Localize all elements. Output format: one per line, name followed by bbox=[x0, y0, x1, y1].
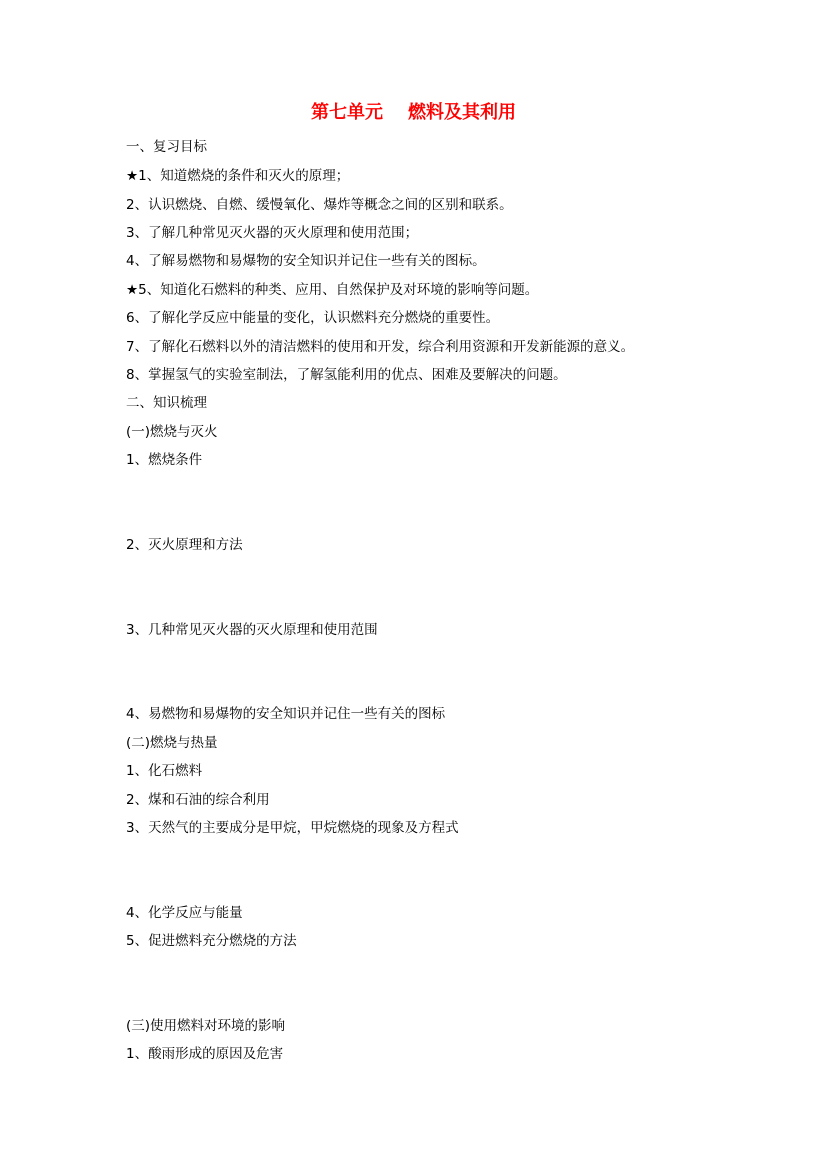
topic-item: 4、化学反应与能量 bbox=[126, 905, 243, 921]
topic-item: 1、燃烧条件 bbox=[126, 452, 203, 468]
topic-item: 3、几种常见灭火器的灭火原理和使用范围 bbox=[126, 622, 378, 638]
topic-item: 2、灭火原理和方法 bbox=[126, 537, 243, 553]
section-heading-review-goals: 一、复习目标 bbox=[126, 139, 207, 155]
section-heading-knowledge: 二、知识梳理 bbox=[126, 395, 207, 411]
subsection-heading-1: (一)燃烧与灭火 bbox=[126, 424, 218, 440]
document-title: 第七单元 燃料及其利用 bbox=[310, 102, 517, 123]
goal-item-1: ★1、知道燃烧的条件和灭火的原理； bbox=[126, 168, 350, 184]
topic-item: 1、化石燃料 bbox=[126, 763, 203, 779]
topic-item: 5、促进燃料充分燃烧的方法 bbox=[126, 933, 297, 949]
subsection-heading-3: (三)使用燃料对环境的影响 bbox=[126, 1018, 286, 1034]
topic-item: 3、天然气的主要成分是甲烷，甲烷燃烧的现象及方程式 bbox=[126, 820, 459, 836]
goal-item-3: 3、了解几种常见灭火器的灭火原理和使用范围； bbox=[126, 225, 419, 241]
goal-item-7: 7、了解化石燃料以外的清洁燃料的使用和开发，综合利用资源和开发新能源的意义。 bbox=[126, 339, 635, 355]
goal-item-5: ★5、知道化石燃料的种类、应用、自然保护及对环境的影响等问题。 bbox=[126, 282, 539, 298]
topic-item: 4、易燃物和易爆物的安全知识并记住一些有关的图标 bbox=[126, 706, 446, 722]
subsection-heading-2: (二)燃烧与热量 bbox=[126, 735, 218, 751]
goal-item-6: 6、了解化学反应中能量的变化，认识燃料充分燃烧的重要性。 bbox=[126, 310, 500, 326]
topic-item: 2、煤和石油的综合利用 bbox=[126, 792, 270, 808]
topic-item: 1、酸雨形成的原因及危害 bbox=[126, 1046, 284, 1062]
goal-item-4: 4、了解易燃物和易爆物的安全知识并记住一些有关的图标。 bbox=[126, 253, 486, 269]
goal-item-2: 2、认识燃烧、自燃、缓慢氧化、爆炸等概念之间的区别和联系。 bbox=[126, 197, 513, 213]
goal-item-8: 8、掌握氢气的实验室制法，了解氢能利用的优点、困难及要解决的问题。 bbox=[126, 367, 567, 383]
